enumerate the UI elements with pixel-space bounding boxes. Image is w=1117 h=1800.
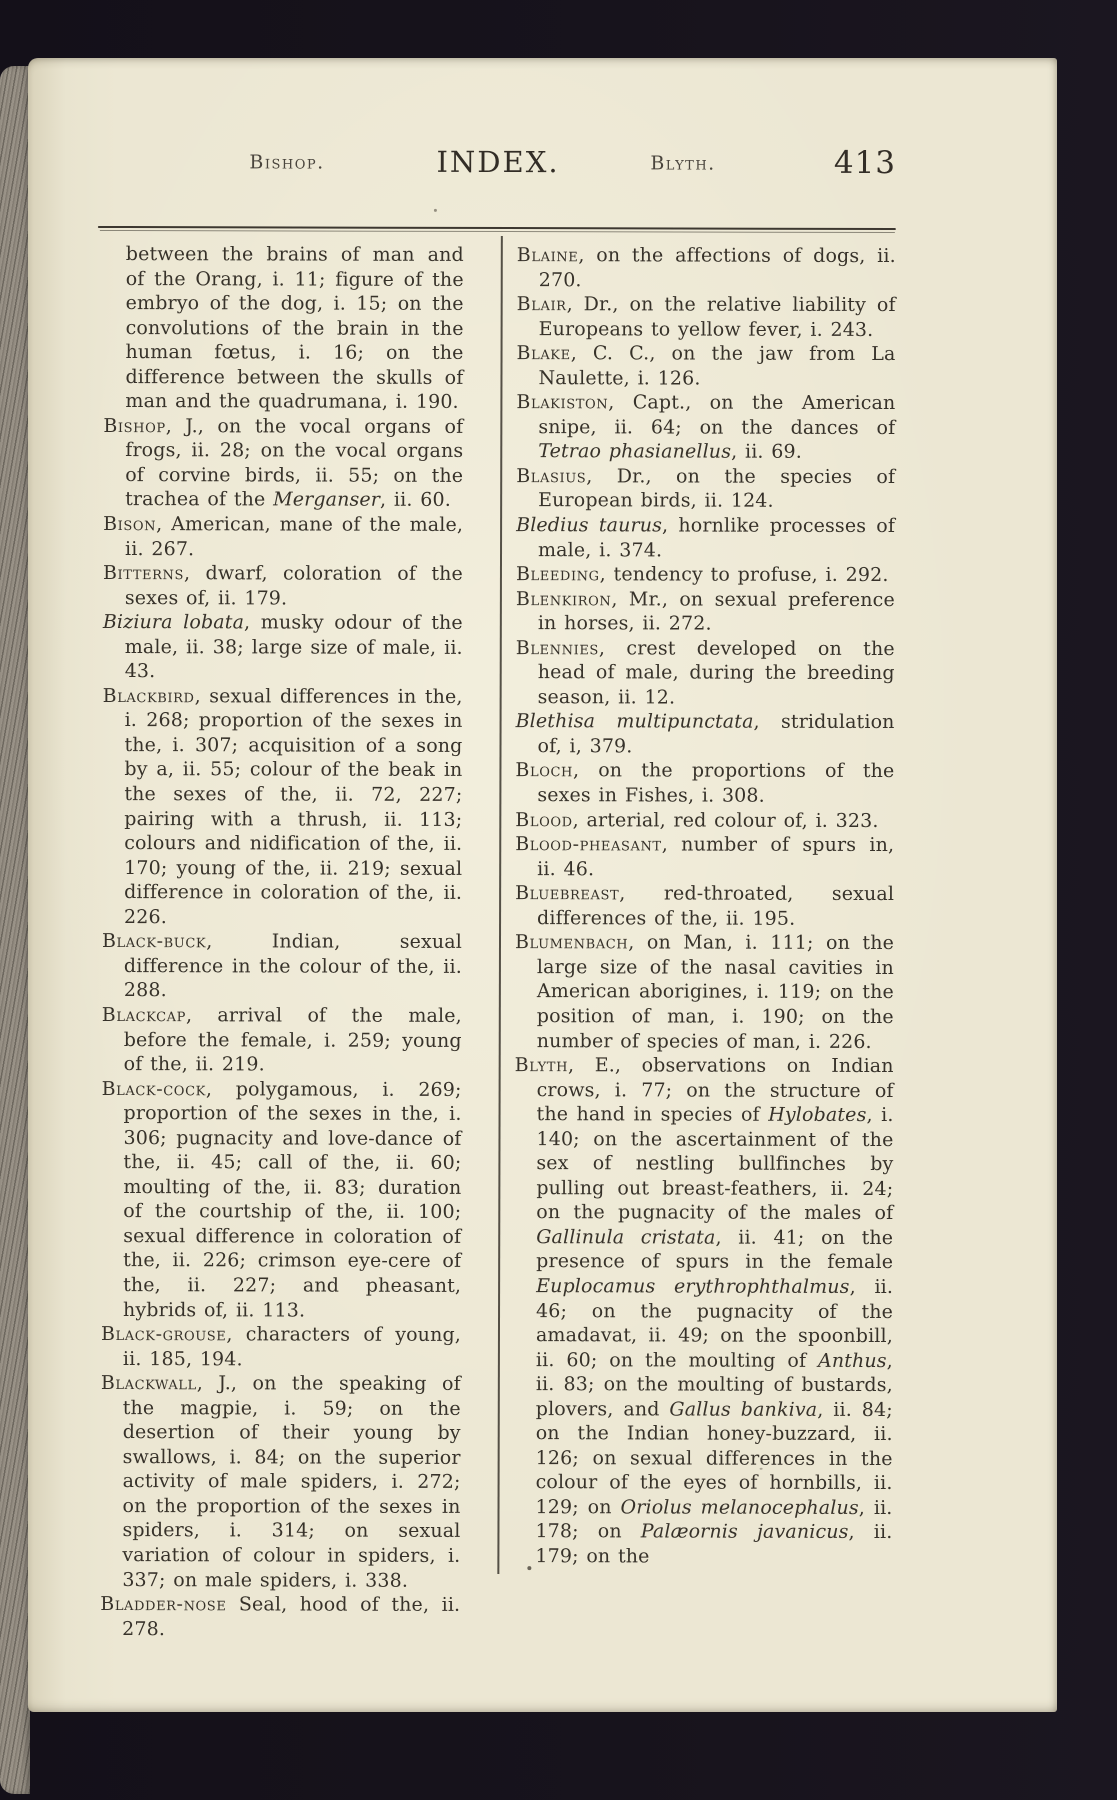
- index-entry: [516, 562, 895, 588]
- entry-text: , J., on the speaking of the magpie, i. 59; on the desertion of their young by swallows, i. 84; on the superior activity of male spiders, i. 272; on the proportion of the sexes in spiders, i. 314; on sexual variation of colour in spiders, i. 337; on male spiders, i. 338.: [122, 1372, 461, 1592]
- entry-headword: Bloch: [515, 759, 574, 782]
- book-page: [28, 58, 1057, 1712]
- index-entry: [100, 1371, 461, 1593]
- index-entry: [515, 881, 894, 931]
- entry-text: , hornlike processes of male, i. 374.: [537, 514, 896, 562]
- entry-headword: Black-grouse: [100, 1323, 227, 1346]
- entry-term-italic: Palæornis javanicus: [640, 1520, 849, 1544]
- index-entry: [516, 636, 895, 711]
- index-entry: [516, 513, 895, 563]
- index-entry: [103, 242, 463, 415]
- entry-text: , red-throated, sexual differences of the, ii. 195.: [537, 882, 895, 930]
- paper-speck: [434, 209, 437, 212]
- entry-text: , ii. 41; on the presence of spurs in the female: [536, 1226, 894, 1274]
- entry-headword: Blyth: [514, 1054, 569, 1077]
- entry-text: , American, mane of the male, ii. 267.: [125, 513, 464, 560]
- entry-headword: Black-cock: [101, 1077, 206, 1100]
- running-head-left: Bishop.: [249, 151, 325, 174]
- entry-text: , arrival of the male, before the female, i. 259; young of the, ii. 219.: [123, 1004, 462, 1076]
- entry-headword: Black-buck: [101, 930, 207, 953]
- index-entry: [102, 929, 462, 1004]
- entry-term-italic: Anthus: [817, 1349, 887, 1372]
- index-entry: [102, 684, 463, 930]
- entry-term-italic: Merganser: [273, 488, 381, 512]
- index-entry: [516, 341, 895, 391]
- entry-text: , J., on the vocal organs of frogs, ii. 28; on the vocal organs of corvine birds, ii. 55; on the trachea of the: [125, 414, 464, 511]
- entry-text: , Indian, sexual difference in the colour of the, ii. 288.: [123, 930, 463, 1002]
- page-content: [24, 58, 1057, 1715]
- entry-text: , ii. 178; on: [535, 1496, 893, 1543]
- entry-term-italic: Gallus bankiva: [669, 1398, 818, 1421]
- index-entry: [103, 561, 463, 611]
- entry-term-italic: Hylobates: [768, 1103, 867, 1127]
- entry-headword: Blackbird: [102, 684, 195, 708]
- index-entry: [517, 243, 896, 293]
- index-entry: [516, 390, 895, 465]
- entry-term-italic: Gallinula cristata: [536, 1225, 716, 1249]
- index-entry: [103, 414, 463, 513]
- index-entry: [513, 1053, 893, 1569]
- entry-text: , ii. 84; on the Indian honey-buzzard, ii. 126; on sexual differences in the colour of the eyes of hornbills, ii. 129; on: [535, 1398, 893, 1519]
- entry-text: , crest developed on the head of male, during the breeding season, ii. 12.: [537, 637, 895, 709]
- index-entry: [515, 709, 894, 759]
- entry-text: , Mr., on sexual preference in horses, ii. 272.: [537, 587, 895, 635]
- entry-headword: Bitterns: [102, 562, 185, 585]
- entry-text: , on the affections of dogs, ii. 270.: [538, 244, 896, 291]
- entry-headword: Blakiston: [516, 391, 609, 414]
- index-entry: [515, 808, 894, 834]
- entry-headword: Bladder-nose: [100, 1593, 227, 1616]
- entry-text: Seal, hood of the, ii. 278.: [122, 1593, 461, 1640]
- index-entry: [515, 832, 894, 882]
- entry-headword: Blennies: [515, 636, 599, 660]
- page-number: 413: [833, 144, 897, 182]
- entry-headword: Blumenbach: [514, 931, 629, 954]
- entry-text: , characters of young, ii. 185, 194.: [122, 1323, 462, 1370]
- running-head-right: Blyth.: [650, 152, 716, 175]
- index-entry: [515, 930, 894, 1054]
- entry-text: , i. 140; on the ascertainment of the sex of nestling bullfinches by pulling out breast-feathers, ii. 24; on the pugnacity of the males of: [536, 1104, 894, 1225]
- entry-headword: Bleeding: [515, 563, 600, 586]
- entry-headword: Bison: [103, 513, 157, 536]
- entry-term-italic: Bledius taurus: [516, 514, 663, 537]
- page-title: INDEX.: [436, 144, 560, 180]
- index-entry: [100, 1592, 460, 1642]
- index-entry: [516, 587, 895, 637]
- entry-text: , arterial, red colour of, i. 323.: [572, 808, 879, 832]
- entry-headword: Blackcap: [101, 1003, 187, 1027]
- index-entry: [517, 292, 896, 342]
- entry-text: , number of spurs in, ii. 46.: [537, 833, 895, 880]
- entry-text: , Dr., on the relative liability of Europeans to yellow fever, i. 243.: [538, 293, 896, 341]
- page-header: [100, 132, 896, 182]
- entry-term-italic: Biziura lobata: [102, 611, 245, 634]
- entry-headword: Blaine: [516, 244, 579, 267]
- paper-speck: [527, 1566, 531, 1570]
- entry-text: , ii. 60.: [380, 489, 451, 512]
- entry-text: , C. C., on the jaw from La Naulette, i. 126.: [538, 342, 896, 390]
- index-column-left: [100, 242, 464, 1642]
- entry-headword: Blood: [515, 808, 573, 831]
- entry-headword: Bishop: [103, 414, 166, 437]
- index-entry: [103, 610, 463, 685]
- index-entry: [102, 1003, 462, 1078]
- entry-headword: Blood-pheasant: [515, 833, 662, 856]
- column-divider: [497, 236, 502, 1574]
- entry-term-italic: Blethisa multipunctata: [515, 710, 754, 734]
- entry-text: , dwarf, coloration of the sexes of, ii. 179.: [124, 562, 463, 610]
- entry-headword: Blair: [516, 293, 567, 316]
- index-entry: [103, 512, 463, 562]
- entry-term-italic: Euplocamus erythrophthalmus: [536, 1275, 850, 1298]
- entry-text: , tendency to profuse, i. 292.: [599, 563, 889, 587]
- entry-text: , E., observations on Indian crows, i. 77; on the structure of the hand in species of: [536, 1054, 894, 1126]
- entry-text: between the brains of man and of the Orang, i. 11; figure of the embryo of the dog, i. 15; on the convolutions of the brain in the human fœtus, i. 16; on the difference between the skulls of man and the quadrumana, i. 190.: [125, 243, 464, 414]
- index-entry: [101, 1077, 462, 1323]
- index-entry: [516, 464, 895, 514]
- entry-text: , Dr., on the species of European birds, ii. 124.: [538, 465, 896, 513]
- index-entry: [101, 1322, 461, 1372]
- entry-text: , on the proportions of the sexes in Fishes, i. 308.: [537, 759, 895, 807]
- entry-text: , ii. 46; on the pugnacity of the amadavat, ii. 49; on the spoonbill, ii. 60; on the moulting of: [535, 1275, 894, 1372]
- entry-text: , ii. 83; on the moulting of bustards, plovers, and: [535, 1349, 893, 1421]
- paper-speck: [760, 1468, 763, 1470]
- entry-headword: Blake: [516, 342, 571, 365]
- entry-text: , on Man, i. 111; on the large size of the nasal cavities in American aborigines, i. 119; on the position of man, i. 190; on the number of species of man, i. 226.: [536, 931, 895, 1053]
- entry-headword: Blackwall: [100, 1372, 197, 1395]
- entry-text: , stridulation of, i, 379.: [537, 711, 895, 758]
- paper-speck: [276, 1038, 278, 1040]
- entry-text: , ii. 179; on the: [535, 1521, 893, 1568]
- index-column-right: [513, 243, 895, 1570]
- header-rule: [98, 226, 896, 234]
- entry-text: , ii. 69.: [731, 441, 803, 464]
- entry-text: , Capt., on the American snipe, ii. 64; on the dances of: [538, 391, 896, 439]
- entry-term-italic: Tetrao phasianellus: [538, 440, 732, 464]
- entry-headword: Blenkiron: [515, 587, 612, 610]
- entry-text: , sexual differences in the, i. 268; proportion of the sexes in the, i. 307; acquisition of a song by a, ii. 55; colour of the beak in the sexes of the, ii. 72, 227; pairing with a thrush, ii. 113; colours and nidification of the, ii. 170; young of the, ii. 219; sexual difference in coloration of the, ii. 226.: [124, 685, 463, 928]
- index-entry: [515, 759, 894, 809]
- entry-text: , polygamous, i. 269; proportion of the sexes in the, i. 306; pugnacity and love-dance of the, ii. 45; call of the, ii. 60; moulting of the, ii. 83; duration of the courtship of the, ii. 100; sexual difference in coloration of the, ii. 226; crimson eye-cere of the, ii. 227; and pheasant, hybrids of, ii. 113.: [123, 1077, 462, 1322]
- entry-headword: Blasius: [516, 464, 587, 488]
- entry-text: , musky odour of the male, ii. 38; large size of male, ii. 43.: [124, 611, 463, 683]
- entry-headword: Bluebreast: [515, 882, 620, 905]
- entry-term-italic: Oriolus melanocephalus: [620, 1496, 859, 1519]
